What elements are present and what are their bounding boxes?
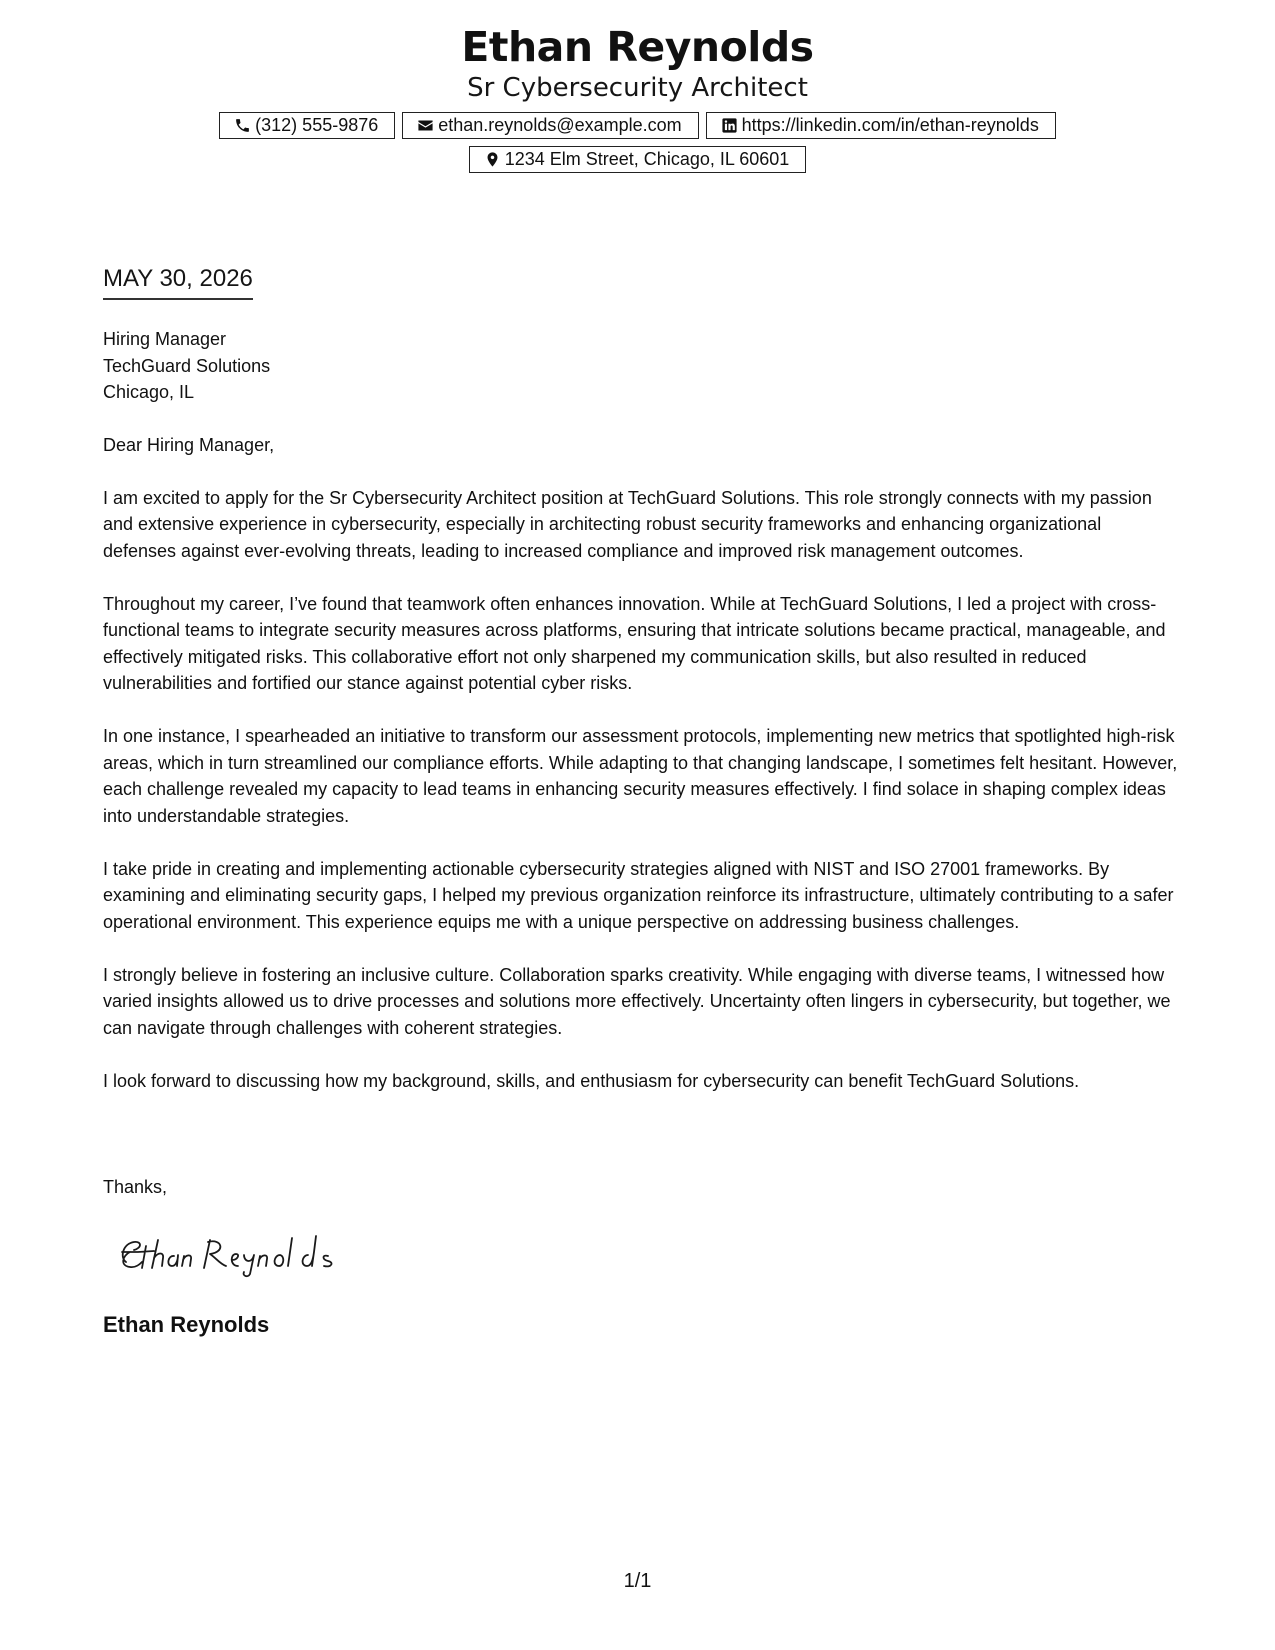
linkedin-text: https://linkedin.com/in/ethan-reynolds: [741, 115, 1039, 135]
map-marker-icon: [484, 151, 501, 168]
linkedin-icon: [721, 117, 738, 134]
body-paragraph: In one instance, I spearheaded an initiative to transform our assessment protocols, implementing new metrics that spotlighted high-risk areas, which in turn streamlined our compliance efforts. While adapting to that changing landscape, I sometimes felt hesitant. However, each challenge revealed my capacity to lead teams in enhancing security measures effectively. I find solace in shaping complex ideas into understandable strategies.: [103, 726, 1178, 826]
body-paragraph: I strongly believe in fostering an inclusive culture. Collaboration sparks creativity. While engaging with diverse teams, I witnessed how varied insights allowed us to drive processes and solutions more effectively. Uncertainty often lingers in cybersecurity, but together, we can navigate through challenges with coherent strategies.: [103, 964, 1171, 1038]
closing: Thanks,: [103, 1177, 168, 1197]
applicant-title: Sr Cybersecurity Architect: [467, 73, 808, 103]
recipient-block: [103, 326, 1178, 406]
linkedin-contact[interactable]: [706, 112, 1056, 139]
email-contact[interactable]: [402, 112, 698, 139]
letter-body: [103, 326, 1178, 1121]
letter-header: [0, 22, 1275, 173]
handwritten-signature: [112, 1222, 352, 1280]
signer-name: Ethan Reynolds: [103, 1312, 270, 1337]
recipient-line: Chicago, IL: [103, 382, 195, 402]
body-paragraph: I look forward to discussing how my background, skills, and enthusiasm for cybersecurity can benefit TechGuard Solutions.: [103, 1070, 1080, 1091]
phone-contact[interactable]: [219, 112, 395, 139]
phone-icon: [234, 117, 251, 134]
recipient-line: Hiring Manager: [103, 329, 227, 349]
body-paragraph: Throughout my career, I’ve found that teamwork often enhances innovation. While at TechGuard Solutions, I led a project with cross-functional teams to integrate security measures across platforms, ensuring that intricate solutions became practical, manageable, and effectively mitigated risks. This collaborative effort not only sharpened my communication skills, but also resulted in reduced vulnerabilities and fortified our stance against potential cyber risks.: [103, 593, 1166, 693]
address-text: 1234 Elm Street, Chicago, IL 60601: [504, 149, 790, 169]
letter-date: MAY 30, 2026: [103, 264, 253, 300]
body-paragraph: I take pride in creating and implementing actionable cybersecurity strategies aligned with NIST and ISO 27001 frameworks. By examining and eliminating security gaps, I helped my previous organization reinforce its infrastructure, ultimately contributing to a safer operational environment. This experience equips me with a unique perspective on addressing business challenges.: [103, 858, 1174, 932]
salutation: Dear Hiring Manager,: [103, 434, 275, 455]
address-contact: [469, 146, 807, 173]
address-row: [0, 146, 1275, 173]
phone-text: (312) 555-9876: [255, 115, 379, 135]
page-number: 1/1: [623, 1570, 652, 1592]
envelope-icon: [417, 117, 434, 134]
recipient-line: TechGuard Solutions: [103, 355, 271, 376]
email-text: ethan.reynolds@example.com: [438, 115, 682, 135]
body-paragraph: I am excited to apply for the Sr Cybersecurity Architect position at TechGuard Solutions. This role strongly connects with my passion and extensive experience in cybersecurity, especially in architecting robust security frameworks and enhancing organizational defenses against ever-evolving threats, leading to increased compliance and improved risk management outcomes.: [103, 487, 1152, 561]
applicant-name: Ethan Reynolds: [461, 23, 814, 71]
contact-row: [0, 112, 1275, 139]
